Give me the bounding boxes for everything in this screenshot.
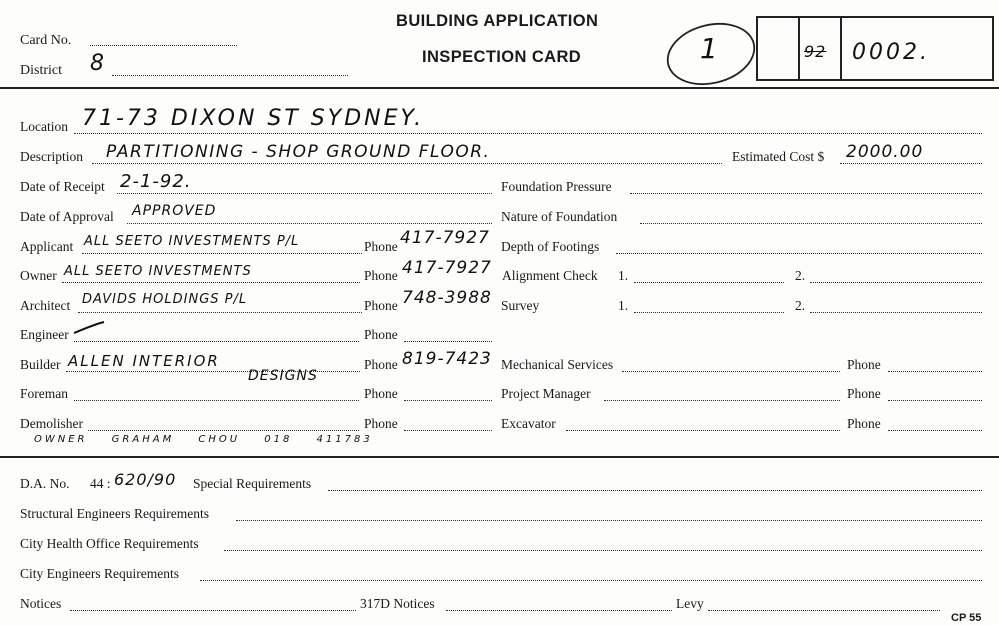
da-no-prefix: 44 : xyxy=(90,476,111,491)
middle-divider xyxy=(0,456,999,458)
alignment-line-1 xyxy=(634,282,784,283)
card-number-value: 0002. xyxy=(852,40,930,65)
builder-phone-value: 819-7423 xyxy=(402,349,492,369)
description-value: PARTITIONING - SHOP GROUND FLOOR. xyxy=(106,142,491,162)
engineer-line xyxy=(74,341,359,342)
demolisher-phone-label: Phone xyxy=(364,416,398,431)
circled-number: 1 xyxy=(700,32,719,65)
architect-value: DAVIDS HOLDINGS P/L xyxy=(82,292,248,307)
foreman-phone-label: Phone xyxy=(364,386,398,401)
number-box-divider-1 xyxy=(798,16,800,79)
card-no-line xyxy=(90,45,237,46)
applicant-label: Applicant xyxy=(20,239,74,254)
architect-phone-value: 748-3988 xyxy=(402,288,492,308)
title-line2: INSPECTION CARD xyxy=(422,48,582,66)
owner-phone-value: 417-7927 xyxy=(402,258,492,278)
owner-value: ALL SEETO INVESTMENTS xyxy=(64,264,252,279)
survey-line-2 xyxy=(810,312,982,313)
nature-foundation-label: Nature of Foundation xyxy=(501,209,618,224)
applicant-phone-label: Phone xyxy=(364,239,398,254)
engineer-phone-line xyxy=(404,341,492,342)
architect-phone-label: Phone xyxy=(364,298,398,313)
excavator-phone-label: Phone xyxy=(847,416,881,431)
city-health-line xyxy=(224,550,982,551)
demolisher-label: Demolisher xyxy=(20,416,83,431)
foreman-label: Foreman xyxy=(20,386,68,401)
date-approval-line xyxy=(127,223,492,224)
notices-label: Notices xyxy=(20,596,62,611)
levy-label: Levy xyxy=(676,596,704,611)
alignment-num1: 1. xyxy=(618,268,629,283)
levy-line xyxy=(708,610,940,611)
card-no-label: Card No. xyxy=(20,33,72,48)
location-line xyxy=(74,133,982,134)
engineer-phone-label: Phone xyxy=(364,327,398,342)
excavator-label: Excavator xyxy=(501,416,556,431)
mechanical-services-line xyxy=(622,371,840,372)
project-manager-phone-label: Phone xyxy=(847,386,881,401)
notices-317d-label: 317D Notices xyxy=(360,596,435,611)
builder-phone-label: Phone xyxy=(364,357,398,372)
survey-num2: 2. xyxy=(795,298,806,313)
builder-value-line2: DESIGNS xyxy=(248,368,318,384)
engineer-label: Engineer xyxy=(20,327,69,342)
nature-foundation-line xyxy=(640,223,982,224)
mechanical-phone-label: Phone xyxy=(847,357,881,372)
depth-footings-line xyxy=(616,253,982,254)
location-label: Location xyxy=(20,119,68,134)
location-value: 71-73 DIXON ST SYDNEY. xyxy=(82,106,425,131)
excavator-phone-line xyxy=(888,430,982,431)
applicant-value: ALL SEETO INVESTMENTS P/L xyxy=(84,234,300,249)
special-requirements-label: Special Requirements xyxy=(193,476,312,491)
notices-317d-line xyxy=(446,610,672,611)
date-receipt-line xyxy=(117,193,492,194)
applicant-line xyxy=(82,253,362,254)
estimated-cost-line xyxy=(840,163,982,164)
mechanical-services-label: Mechanical Services xyxy=(501,357,614,372)
structural-engineers-label: Structural Engineers Requirements xyxy=(20,506,209,521)
architect-label: Architect xyxy=(20,298,71,313)
alignment-num2: 2. xyxy=(795,268,806,283)
date-receipt-value: 2-1-92. xyxy=(120,171,192,192)
date-receipt-label: Date of Receipt xyxy=(20,179,105,194)
city-health-label: City Health Office Requirements xyxy=(20,536,199,551)
depth-footings-label: Depth of Footings xyxy=(501,239,600,254)
date-approval-value: APPROVED xyxy=(132,203,217,219)
owner-line xyxy=(62,282,360,283)
date-approval-label: Date of Approval xyxy=(20,209,114,224)
da-no-value: 620/90 xyxy=(114,470,177,489)
project-manager-phone-line xyxy=(888,400,982,401)
engineer-tick-mark xyxy=(72,320,106,336)
foreman-phone-line xyxy=(404,400,492,401)
applicant-phone-value: 417-7927 xyxy=(400,228,490,248)
foundation-pressure-line xyxy=(630,193,982,194)
foreman-line xyxy=(74,400,359,401)
alignment-line-2 xyxy=(810,282,982,283)
alignment-check-label: Alignment Check xyxy=(502,268,598,283)
description-label: Description xyxy=(20,149,83,164)
title-line1: BUILDING APPLICATION xyxy=(396,12,599,30)
district-line xyxy=(112,75,348,76)
number-box-divider-2 xyxy=(840,16,842,79)
district-value: 8 xyxy=(90,51,105,76)
survey-num1: 1. xyxy=(618,298,629,313)
owner-label: Owner xyxy=(20,268,57,283)
city-engineers-line xyxy=(200,580,982,581)
project-manager-label: Project Manager xyxy=(501,386,591,401)
owner-contact-note: OWNER GRAHAM CHOU 018 411783 xyxy=(34,434,373,445)
city-engineers-label: City Engineers Requirements xyxy=(20,566,179,581)
district-label: District xyxy=(20,63,62,78)
da-no-label: D.A. No. xyxy=(20,476,70,491)
owner-phone-label: Phone xyxy=(364,268,398,283)
demolisher-line xyxy=(88,430,359,431)
header-divider xyxy=(0,87,999,89)
year-value: 92 xyxy=(804,42,827,61)
description-line xyxy=(92,163,722,164)
estimated-cost-value: 2000.00 xyxy=(846,142,924,162)
builder-label: Builder xyxy=(20,357,61,372)
form-code: CP 55 xyxy=(951,612,982,624)
builder-value: ALLEN INTERIOR xyxy=(68,352,220,370)
demolisher-phone-line xyxy=(404,430,492,431)
foundation-pressure-label: Foundation Pressure xyxy=(501,179,612,194)
notices-line xyxy=(70,610,356,611)
special-requirements-line xyxy=(328,490,982,491)
survey-label: Survey xyxy=(501,298,540,313)
estimated-cost-label: Estimated Cost $ xyxy=(732,149,825,164)
excavator-line xyxy=(566,430,840,431)
structural-engineers-line xyxy=(236,520,982,521)
project-manager-line xyxy=(604,400,840,401)
architect-line xyxy=(78,312,362,313)
survey-line-1 xyxy=(634,312,784,313)
mechanical-phone-line xyxy=(888,371,982,372)
